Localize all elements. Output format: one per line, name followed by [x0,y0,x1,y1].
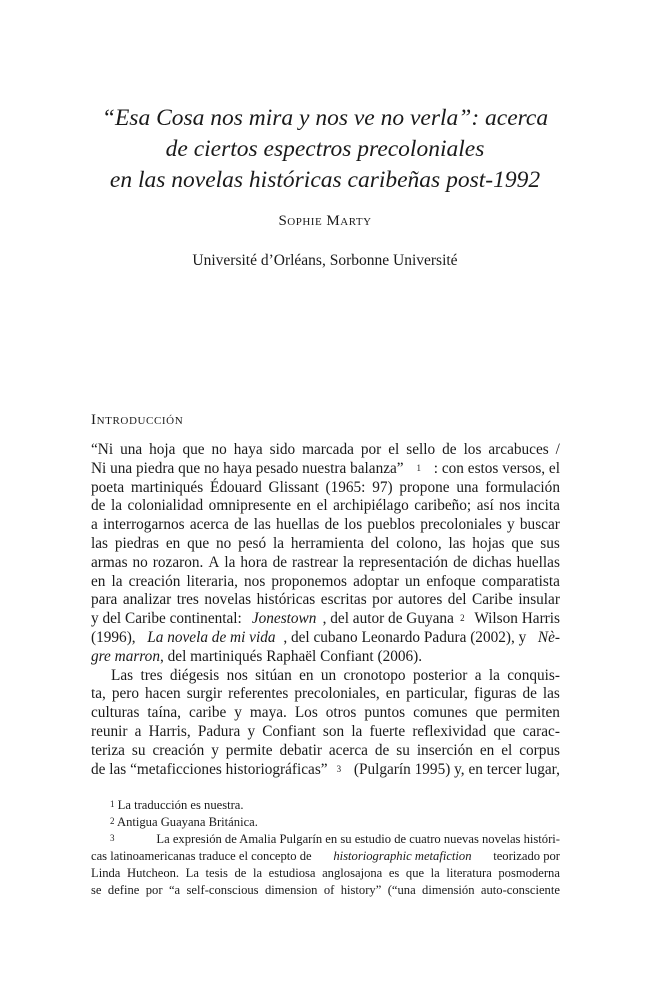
footnote-line: Linda Hutcheon. La tesis de la estudiosa anglosajona es que la literatura posmoderna [91,865,560,880]
author-affiliation: Université d’Orléans, Sorbonne Université [192,252,458,269]
title-line: “Esa Cosa nos mira y nos ve no verla”: acerca [101,105,549,131]
body-line: de la colonialidad omnipresente en el archipiélago caribeño; así nos incita [91,497,560,515]
body-line: armas no rozaron. A la hora de rastrear la representación de dichas huellas [91,553,560,571]
body-line: gre marron, del martiniqués Raphaël Confiant (2006). [91,647,423,665]
body-line: reunir a Harris, Padura y Confiant son la fuerte reflexividad que carac- [91,722,560,740]
footnote-ref: 2 [460,613,465,624]
footnote-ref: 3 [336,763,342,774]
body-line: culturas taína, caribe y maya. Los otros puntos comunes que permiten [91,704,560,722]
body-line: Ni una piedra que no haya pesado nuestra balanza” $^1$ : con estos versos, el [91,459,560,477]
footnote-ref: 1 [416,462,421,473]
title-line: en las novelas históricas caribeñas post-1992 [109,167,541,193]
article-title [60,103,590,196]
footnote-line: cas latinoamericanas traduce el concepto de historiographic metafiction teorizado por [91,848,560,863]
body-line: teriza su creación y permite debatir acerca de su inserción en el corpus [91,741,560,759]
body-line: poeta martiniqués Édouard Glissant (1965: 97) propone una formulación [91,478,560,496]
footnote-number: 2 [110,815,115,826]
body-line: las piedras en que no pesó la herramienta del colono, las hojas que sus [91,534,560,552]
footnote-number: 1 [110,799,115,809]
footnote: $^2$ Antigua Guayana Británica. [110,814,258,829]
footnote: $^1$ La traducción es nuestra. [110,798,244,812]
footnote-line: se define por “a self-conscious dimension of history” (“una dimensión auto-consciente [91,882,560,897]
section-heading: Introducción [91,412,184,428]
footnotes [91,797,560,898]
footnote: $^3$ La expresión de Amalia Pulgarín en su estudio de cuatro nuevas novelas históri- [110,831,560,846]
title-line: de ciertos espectros precoloniales [165,136,485,162]
body-line: ta, pero hacen surgir referentes precoloniales, en particular, figuras de las [91,685,560,703]
author-name: Sophie Marty [278,213,372,229]
body-line: en la creación literaria, nos proponemos adoptar un enfoque comparatista [91,572,560,590]
body-line: (1996), La novela de mi vida , del cubano Leonardo Padura (2002), y Nè- [91,628,560,646]
body-line: a interrogarnos acerca de las huellas de los pueblos precoloniales y buscar [91,516,560,534]
body-line: “Ni una hoja que no haya sido marcada por el sello de los arcabuces / [91,441,560,458]
body-line: de las “metaficciones historiográficas” $^3$ (Pulgarín 1995) y, en tercer lugar, [91,760,560,778]
body-line: Las tres diégesis nos sitúan en un cronotopo posterior a la conquis- [111,666,560,684]
body-line: y del Caribe continental: Jonestown , del autor de Guyana $^2$ Wilson Harris [91,610,560,628]
body-text [91,441,560,779]
body-line: para analizar tres novelas históricas escritas por autores del Caribe insular [91,591,560,609]
footnote-number: 3 [110,832,115,843]
